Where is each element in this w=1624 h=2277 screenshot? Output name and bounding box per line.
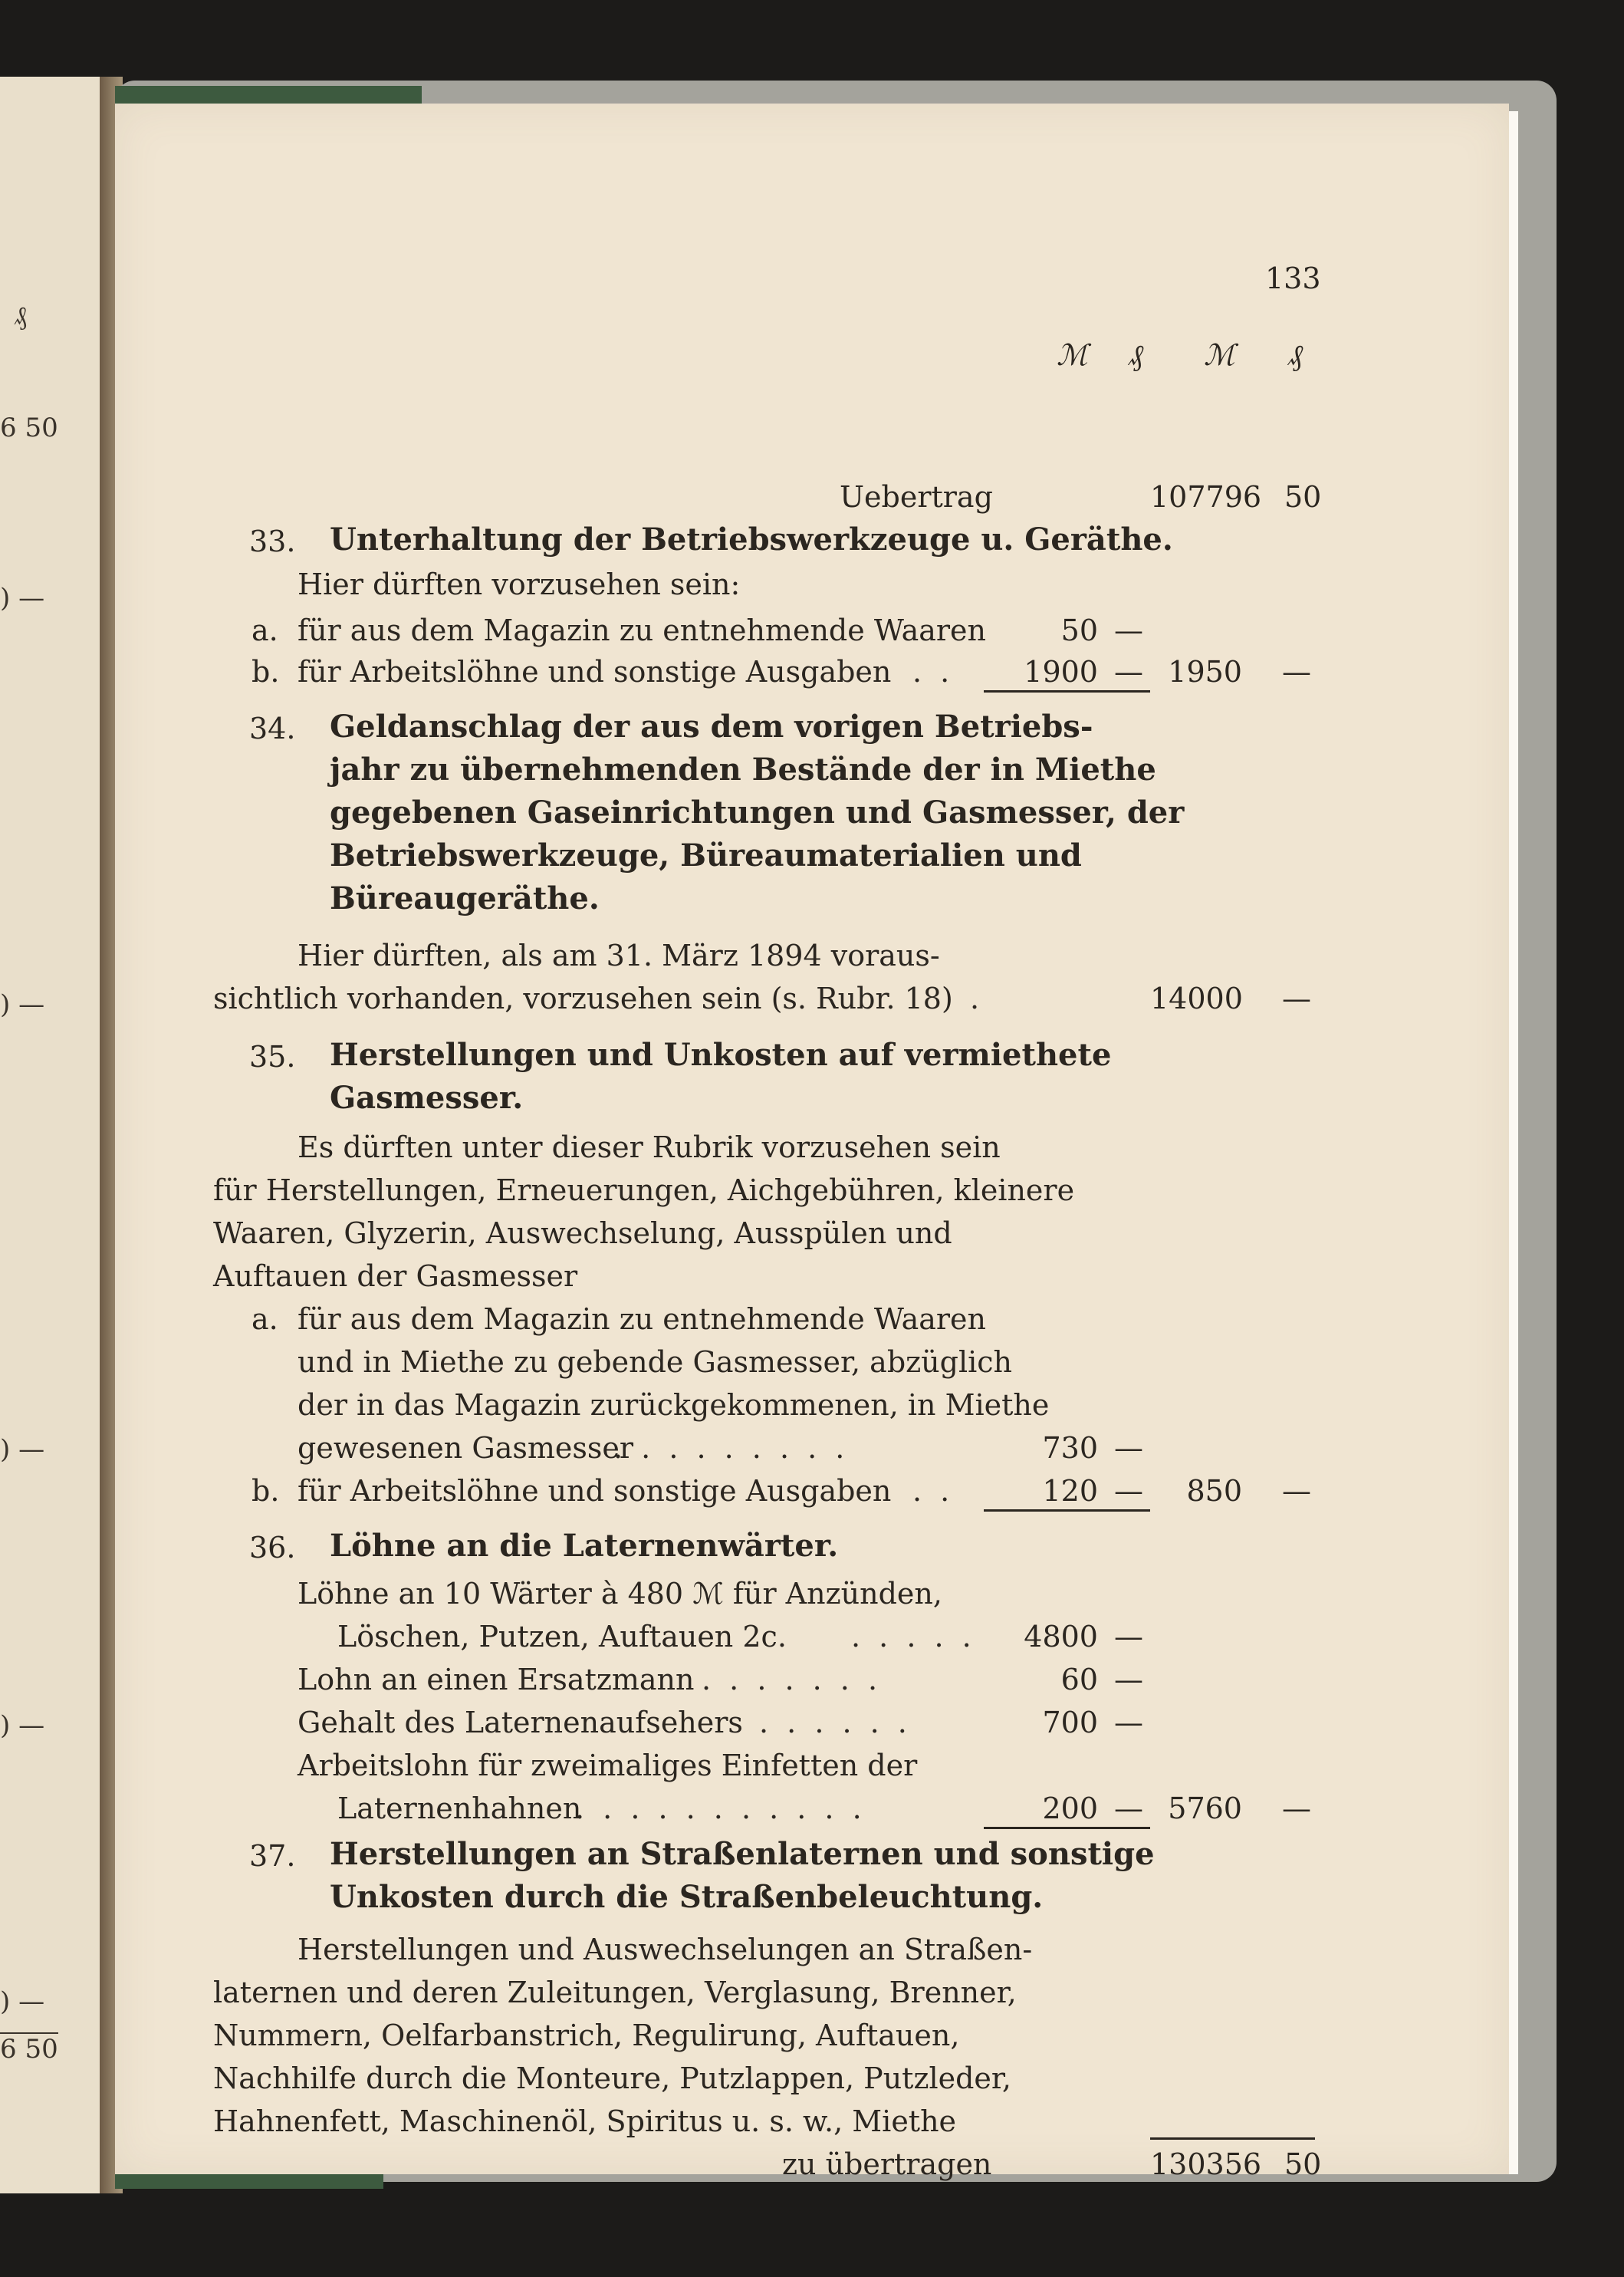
amount: 1900 xyxy=(1024,655,1098,689)
leader-dots: . . . . . . . xyxy=(702,1663,883,1696)
item-total: 850 xyxy=(1186,1474,1242,1508)
mark-header: ℳ xyxy=(1204,338,1235,372)
item-intro: Hier dürften vorzusehen sein: xyxy=(298,568,741,601)
pfennig: — xyxy=(1114,1474,1143,1508)
amount: 4800 xyxy=(1024,1620,1098,1653)
document-page xyxy=(115,104,1509,2181)
left-mark: ) — xyxy=(0,583,45,614)
left-mark: ₰ xyxy=(14,301,27,331)
uebertrag-total: 107796 xyxy=(1150,480,1262,514)
amount: 60 xyxy=(1060,1663,1098,1696)
sum-rule xyxy=(984,1827,1150,1829)
sum-rule xyxy=(984,1509,1150,1512)
item-title-line: Gasmesser. xyxy=(330,1080,524,1116)
amount: 730 xyxy=(1042,1431,1098,1465)
leader-dots: . . . . . . xyxy=(759,1706,912,1739)
item-a-line: und in Miethe zu gebende Gasmesser, abzüglich xyxy=(298,1345,1013,1379)
item-number: 36. xyxy=(249,1531,296,1565)
item-total-pf: — xyxy=(1282,1474,1311,1508)
item-title: Unterhaltung der Betriebswerkzeuge u. Geräthe. xyxy=(330,522,1173,558)
item-a-letter: a. xyxy=(251,614,278,647)
item-total-pf: — xyxy=(1282,982,1311,1015)
leader-dots: . xyxy=(970,982,980,1015)
item-total: 1950 xyxy=(1168,655,1242,689)
item-text-line: Arbeitslohn für zweimaliges Einfetten der xyxy=(298,1749,918,1782)
item-b-text: für Arbeitslöhne und sonstige Ausgaben xyxy=(298,655,892,689)
item-text-line: laternen und deren Zuleitungen, Verglasung, Brenner, xyxy=(213,1976,1017,2009)
amount: 200 xyxy=(1042,1792,1098,1825)
pfennig-header: ₰ xyxy=(1129,338,1143,372)
item-title: Löhne an die Laternenwärter. xyxy=(330,1528,839,1564)
item-a-letter: a. xyxy=(251,1302,278,1336)
pfennig: — xyxy=(1114,1620,1143,1653)
left-mark: 6 50 xyxy=(0,2034,58,2065)
item-text-line: Hier dürften, als am 31. März 1894 voraus- xyxy=(298,939,940,972)
uebertrag-label: Uebertrag xyxy=(840,480,993,514)
item-title-line: Betriebswerkzeuge, Büreaumaterialien und xyxy=(330,837,1082,874)
item-total-pf: — xyxy=(1282,655,1311,689)
item-text-line: für Herstellungen, Erneuerungen, Aichgebühren, kleinere xyxy=(213,1173,1075,1207)
item-text-line: Hahnenfett, Maschinenöl, Spiritus u. s. w., Miethe xyxy=(213,2104,957,2138)
item-title-line: Herstellungen und Unkosten auf vermiethete xyxy=(330,1037,1112,1073)
item-title-line: gegebenen Gaseinrichtungen und Gasmesser, der xyxy=(330,795,1185,831)
item-a-line: der in das Magazin zurückgekommenen, in Miethe xyxy=(298,1388,1050,1422)
carry-total: 130356 xyxy=(1150,2147,1262,2181)
item-number: 33. xyxy=(249,525,296,558)
uebertrag-pf: 50 xyxy=(1284,480,1322,514)
item-total-pf: — xyxy=(1282,1792,1311,1825)
item-a-line: gewesenen Gasmesser xyxy=(298,1431,634,1465)
left-mark: ) — xyxy=(0,1434,45,1465)
amount: 50 xyxy=(1060,614,1098,647)
item-title-line: Unkosten durch die Straßenbeleuchtung. xyxy=(330,1879,1044,1915)
item-a-text: für aus dem Magazin zu entnehmende Waaren xyxy=(298,614,987,647)
item-text-line: Löschen, Putzen, Auftauen 2c. xyxy=(337,1620,787,1653)
item-total: 5760 xyxy=(1168,1792,1242,1825)
pfennig: — xyxy=(1114,1792,1143,1825)
left-mark: ) — xyxy=(0,1986,45,2017)
carry-label: zu übertragen xyxy=(782,2147,992,2181)
item-title-line: Büreaugeräthe. xyxy=(330,880,600,916)
amount: 700 xyxy=(1042,1706,1098,1739)
item-b-letter: b. xyxy=(251,1474,280,1508)
page-number: 133 xyxy=(1265,262,1321,295)
pfennig-header: ₰ xyxy=(1288,338,1303,372)
item-b-letter: b. xyxy=(251,655,280,689)
item-total: 14000 xyxy=(1150,982,1243,1015)
sum-rule xyxy=(984,690,1150,693)
left-mark: ) — xyxy=(0,989,45,1020)
item-title-line: Geldanschlag der aus dem vorigen Betriebs- xyxy=(330,709,1093,745)
binding-band-bottom xyxy=(115,2172,383,2189)
item-title-line: jahr zu übernehmenden Bestände der in Miethe xyxy=(330,752,1156,788)
pfennig: — xyxy=(1114,1431,1143,1465)
sum-rule xyxy=(1150,2137,1315,2140)
leader-dots: . . . . . . . . . xyxy=(613,1431,850,1465)
pfennig: — xyxy=(1114,1706,1143,1739)
item-text-line: Auftauen der Gasmesser xyxy=(213,1259,578,1293)
item-b-text: für Arbeitslöhne und sonstige Ausgaben xyxy=(298,1474,892,1508)
item-text-line: Es dürften unter dieser Rubrik vorzusehen sein xyxy=(298,1130,1001,1164)
item-number: 37. xyxy=(249,1839,296,1873)
mark-header: ℳ xyxy=(1057,338,1088,372)
left-mark: 6 50 xyxy=(0,413,58,443)
leader-dots: . . . . . . . . . . . xyxy=(575,1792,866,1825)
item-title-line: Herstellungen an Straßenlaternen und sonstige xyxy=(330,1836,1155,1872)
item-text-line: Löhne an 10 Wärter à 480 ℳ für Anzünden, xyxy=(298,1577,942,1611)
pfennig: — xyxy=(1114,655,1143,689)
item-number: 35. xyxy=(249,1040,296,1074)
item-number: 34. xyxy=(249,712,296,745)
pfennig: — xyxy=(1114,614,1143,647)
amount: 120 xyxy=(1042,1474,1098,1508)
item-text-line: Gehalt des Laternenaufsehers xyxy=(298,1706,743,1739)
item-text-line: Waaren, Glyzerin, Auswechselung, Ausspülen und xyxy=(213,1216,952,1250)
item-text-line: Nummern, Oelfarbanstrich, Regulirung, Auftauen, xyxy=(213,2019,960,2052)
leader-dots: . . xyxy=(912,655,955,689)
item-text-line: sichtlich vorhanden, vorzusehen sein (s. Rubr. 18) xyxy=(213,982,953,1015)
left-page xyxy=(0,77,102,2193)
item-a-line: für aus dem Magazin zu entnehmende Waaren xyxy=(298,1302,987,1336)
carry-pf: 50 xyxy=(1284,2147,1322,2181)
left-mark: ) — xyxy=(0,1710,45,1741)
item-text-line: Laternenhahnen xyxy=(337,1792,582,1825)
item-text-line: Nachhilfe durch die Monteure, Putzlappen, Putzleder, xyxy=(213,2061,1011,2095)
item-text-line: Lohn an einen Ersatzmann xyxy=(298,1663,695,1696)
pfennig: — xyxy=(1114,1663,1143,1696)
leader-dots: . . xyxy=(912,1474,955,1508)
leader-dots: . . . . . xyxy=(851,1620,976,1653)
item-text-line: Herstellungen und Auswechselungen an Straßen- xyxy=(298,1933,1033,1966)
